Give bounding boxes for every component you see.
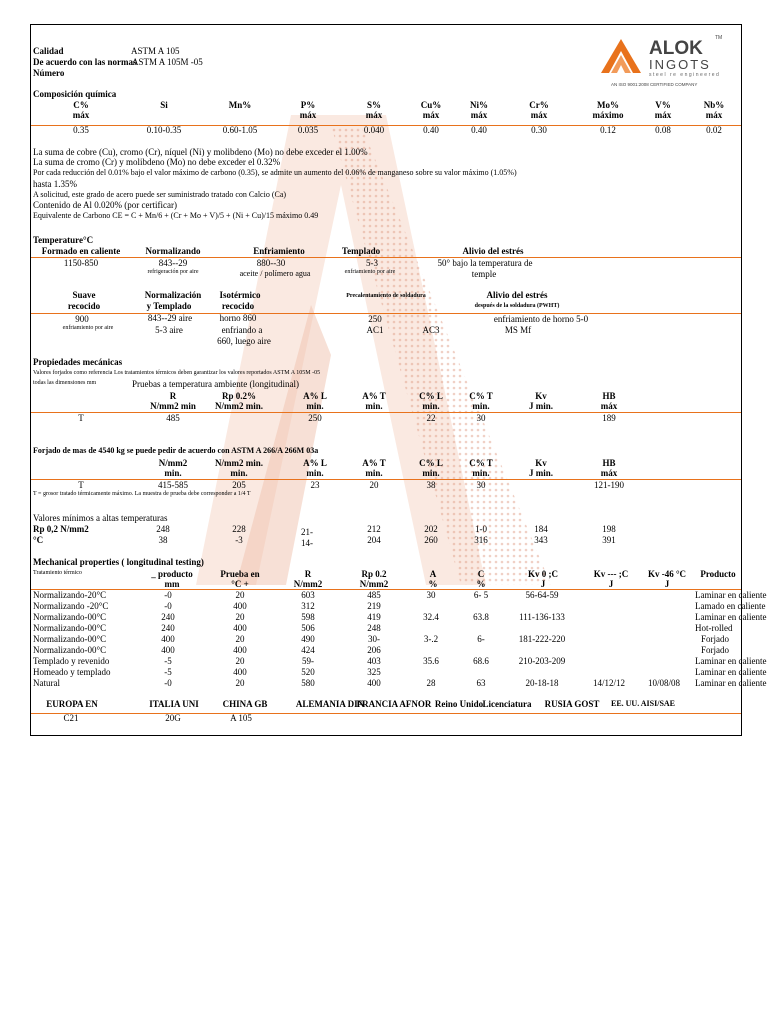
- mech-row-label: T: [78, 413, 84, 423]
- comp-header-10: Nb%: [703, 100, 725, 110]
- mp-subheader-4: %: [428, 579, 438, 589]
- forged-value-1: 205: [232, 480, 246, 490]
- comp-subheader-10: máx: [705, 110, 723, 120]
- hightemp-r2-3: 204: [367, 535, 381, 545]
- mp-product-6: Laminar en caliente: [695, 656, 767, 666]
- mp-cell-1-1: -0: [164, 601, 172, 611]
- mp-divider: [31, 589, 741, 590]
- temp-v-isotermico-2: enfriando a: [221, 325, 263, 335]
- forged-value-0: 415-585: [158, 480, 188, 490]
- temp-h-enfriamiento: Enfriamiento: [253, 246, 305, 256]
- hightemp-r2-5: 316: [474, 535, 488, 545]
- mp-product-1: Lamado en caliente: [695, 601, 766, 611]
- comp-header-9: V%: [655, 100, 671, 110]
- forged-subheader-1: min.: [230, 468, 248, 478]
- temp-v-suave-sub: enfriamiento por aire: [62, 325, 114, 331]
- mp-cell-2-2: 20: [235, 612, 245, 622]
- mp-cell-0-1: -0: [164, 590, 172, 600]
- comp-subheader-8: máximo: [592, 110, 624, 120]
- note-3: Por cada reducción del 0.01% bajo el valor máximo de carbono (0.35), se admite un aumento del 0.06% de manganeso sobre su valor máximo (1.05%): [33, 168, 517, 177]
- mp-product-2: Laminar en caliente: [695, 612, 767, 622]
- mp-row-label-1: Normalizando -20°C: [33, 601, 109, 611]
- mp-cell-8-7: 20-18-18: [525, 678, 559, 688]
- mp-row-label-7: Homeado y templado: [33, 667, 111, 677]
- comp-value-7: 0.30: [531, 125, 547, 135]
- mech-value-4: 22: [426, 413, 436, 423]
- forged-value-4: 38: [426, 480, 436, 490]
- note-2: La suma de cromo (Cr) y molibdeno (Mo) no debe exceder el 0.32%: [33, 157, 281, 167]
- mp-cell-5-1: 400: [161, 645, 175, 655]
- mech-subheader-2: min.: [306, 401, 324, 411]
- comp-value-8: 0.12: [600, 125, 616, 135]
- mp-subheader-8: J: [664, 579, 670, 589]
- calidad-label: Calidad: [33, 46, 64, 56]
- mech-subheader-3: min.: [365, 401, 383, 411]
- comp-value-2: 0.60-1.05: [222, 125, 258, 135]
- mp-cell-7-4: 325: [367, 667, 381, 677]
- mp-cell-3-4: 248: [367, 623, 381, 633]
- forged-header-3: A% T: [362, 458, 386, 468]
- forged-note: T = grosor tratado térmicamente máximo. La muestra de prueba debe corresponder a 1/4 T: [33, 491, 251, 497]
- forged-header-5: C% T: [469, 458, 493, 468]
- mp-cell-2-6: 63.8: [473, 612, 489, 622]
- mech-divider: [31, 412, 741, 413]
- mp-header-1: Prueba en: [220, 569, 260, 579]
- numero-label: Número: [33, 68, 65, 78]
- hightemp-label-2: °C: [33, 535, 44, 545]
- mp-header-8: Kv -46 °C: [647, 569, 687, 579]
- comp-subheader-3: máx: [299, 110, 317, 120]
- forged-value-5: 30: [476, 480, 486, 490]
- temperature-title: Temperature°C: [33, 235, 94, 245]
- hightemp-title: Valores mínimos a altas temperaturas: [33, 513, 168, 523]
- temp-v-enfriamiento: 880--30: [256, 258, 286, 268]
- temp-h-isotermico-1: Isotérmico: [219, 290, 261, 300]
- mp-header-4: A: [429, 569, 437, 579]
- forged-header-0: N/mm2: [158, 458, 188, 468]
- logo-tm: TM: [715, 35, 723, 41]
- mp-row-label-4: Normalizando-00°C: [33, 634, 107, 644]
- mp-cell-6-2: 20: [235, 656, 245, 666]
- note-4: hasta 1.35%: [33, 179, 77, 189]
- mp-cell-7-1: -5: [164, 667, 172, 677]
- temp-v-enfriamiento-sub: aceite / polímero agua: [239, 269, 311, 278]
- comp-header-7: Cr%: [529, 100, 549, 110]
- mp-row-label-5: Normalizando-00°C: [33, 645, 107, 655]
- temp-v-msmf: MS Mf: [504, 325, 532, 335]
- note-7: Equivalente de Carbono CE = C + Mn/6 + (Cr + Mo + V)/5 + (Ni + Cu)/15 máximo 0.49: [33, 211, 319, 220]
- temp-v-suave: 900: [75, 314, 89, 324]
- logo-mark-icon: [597, 37, 645, 79]
- comp-subheader-0: máx: [72, 110, 90, 120]
- equiv-header-6: Licenciatura: [482, 699, 532, 709]
- mp-cell-6-7: 210-203-209: [518, 656, 566, 666]
- equiv-header-2: CHINA GB: [222, 699, 268, 709]
- mp-cell-5-3: 424: [301, 645, 315, 655]
- mech-subheader-6: J min.: [528, 401, 554, 411]
- equiv-value-1: 20G: [165, 713, 181, 723]
- mp-product-8: Laminar en caliente: [695, 678, 767, 688]
- forged-subheader-6: J min.: [528, 468, 554, 478]
- mp-cell-2-1: 240: [161, 612, 175, 622]
- mp-cell-8-2: 20: [235, 678, 245, 688]
- mech-value-7: 189: [602, 413, 616, 423]
- logo-brand-top: ALOK: [649, 38, 703, 59]
- mp-cell-8-4: 400: [367, 678, 381, 688]
- comp-header-4: S%: [366, 100, 382, 110]
- forged-header-6: Kv: [535, 458, 547, 468]
- temp-h-normtemp-2: y Templado: [146, 301, 192, 311]
- forged-value-2: 23: [310, 480, 320, 490]
- temp-v-isotermico-1: horno 860: [219, 313, 257, 323]
- mp-cell-6-3: 59-: [302, 656, 314, 666]
- equiv-header-5: Reino Unido: [434, 699, 484, 709]
- forged-subheader-5: min.: [472, 468, 490, 478]
- mp-subheader-0: mm: [164, 579, 180, 589]
- datasheet: [30, 24, 767, 736]
- hightemp-label-1: Rp 0,2 N/mm2: [33, 524, 89, 534]
- logo-brand-bottom: INGOTS: [649, 57, 711, 72]
- temp-divider-1: [31, 257, 741, 258]
- comp-value-5: 0.40: [423, 125, 439, 135]
- mech-value-0: 485: [166, 413, 180, 423]
- temp-v-alivio-2: temple: [471, 269, 497, 279]
- mp-cell-4-3: 490: [301, 634, 315, 644]
- mp-cell-2-5: 32.4: [423, 612, 439, 622]
- mp-header-5: C: [477, 569, 485, 579]
- forged-subheader-7: máx: [600, 468, 618, 478]
- forged-header-7: HB: [602, 458, 616, 468]
- normas-label: De acuerdo con las normas: [33, 57, 137, 67]
- forged-divider: [31, 479, 741, 480]
- mp-product-3: Hot-rolled: [695, 623, 733, 633]
- comp-value-0: 0.35: [73, 125, 89, 135]
- forged-title: Forjado de mas de 4540 kg se puede pedir de acuerdo con ASTM A 266/A 266M 03a: [33, 446, 319, 455]
- mp-cell-2-7: 111-136-133: [519, 612, 565, 622]
- comp-header-5: Cu%: [420, 100, 442, 110]
- mp-cell-8-5: 28: [426, 678, 436, 688]
- normas-value: ASTM A 105M -05: [132, 57, 203, 67]
- mp-header-9: Producto: [700, 569, 736, 579]
- temp-h-formado: Formado en caliente: [41, 246, 121, 256]
- comp-subheader-9: máx: [654, 110, 672, 120]
- mp-product-7: Laminar en caliente: [695, 667, 767, 677]
- mp-cell-8-3: 580: [301, 678, 315, 688]
- forged-row-label: T: [78, 480, 84, 490]
- temp-h-alivio: Alivio del estrés: [462, 246, 524, 256]
- mech-header-6: Kv: [535, 391, 547, 401]
- hightemp-r2-4: 260: [424, 535, 438, 545]
- mp-cell-8-8: 14/12/12: [592, 678, 626, 688]
- mp-cell-1-3: 312: [301, 601, 315, 611]
- mp-cell-4-2: 20: [235, 634, 245, 644]
- mp-cell-7-3: 520: [301, 667, 315, 677]
- composition-title: Composición química: [33, 89, 117, 99]
- hightemp-r1-3: 212: [367, 524, 381, 534]
- mp-cell-4-1: 400: [161, 634, 175, 644]
- mp-cell-8-6: 63: [476, 678, 486, 688]
- mech-subheader-7: máx: [600, 401, 618, 411]
- temp-h-normtemp-1: Normalización: [144, 290, 202, 300]
- mp-header-3: Rp 0.2: [361, 569, 387, 579]
- mp-subheader-1: °C +: [231, 579, 249, 589]
- mp-cell-4-5: 3-.2: [423, 634, 439, 644]
- mp-product-5: Forjado: [701, 645, 729, 655]
- alok-logo: [597, 31, 735, 91]
- mp-subheader-2: N/mm2: [293, 579, 323, 589]
- mp-header-2: R: [304, 569, 312, 579]
- mp-cell-3-3: 506: [301, 623, 315, 633]
- mp-product-4: Forjado: [701, 634, 729, 644]
- comp-value-3: 0.035: [297, 125, 319, 135]
- mp-cell-6-4: 403: [367, 656, 381, 666]
- mp-cell-2-4: 419: [367, 612, 381, 622]
- mp-cell-0-7: 56-64-59: [525, 590, 559, 600]
- hightemp-r2-1: -3: [235, 535, 243, 545]
- hightemp-r1-5: 1-0: [475, 524, 487, 534]
- mp-cell-2-3: 598: [301, 612, 315, 622]
- hightemp-r1-2: 21-: [301, 527, 313, 537]
- hightemp-r2-6: 343: [534, 535, 548, 545]
- mp-row-label-6: Templado y revenido: [33, 656, 110, 666]
- temp-h-suave-1: Suave: [72, 290, 96, 300]
- mech-value-2: 250: [308, 413, 322, 423]
- forged-value-3: 20: [369, 480, 379, 490]
- comp-header-2: Mn%: [228, 100, 252, 110]
- mp-cell-5-2: 400: [233, 645, 247, 655]
- mp-product-0: Laminar en caliente: [695, 590, 767, 600]
- mech-note-1: Valores forjados como referencia Los tratamientos térmicos deben garantizar los valores reportados ASTM A 105M -05: [33, 370, 321, 376]
- mp-subheader-7: J: [608, 579, 614, 589]
- mp-cell-6-5: 35.6: [423, 656, 439, 666]
- mp-cell-4-6: 6-: [477, 634, 485, 644]
- mp-cell-0-6: 6- 5: [473, 590, 489, 600]
- hightemp-r1-7: 198: [602, 524, 616, 534]
- mp-subheader-3: N/mm2: [359, 579, 389, 589]
- temp-v-normtemp-1: 843--29 aire: [147, 313, 193, 323]
- comp-header-3: P%: [300, 100, 316, 110]
- equiv-header-4: FRANCIA AFNOR: [356, 699, 432, 709]
- temp-v-ac3: AC3: [422, 325, 440, 335]
- temp-h-alivio-2: Alivio del estrés: [486, 290, 548, 300]
- comp-value-4: 0.040: [363, 125, 385, 135]
- equiv-header-0: EUROPA EN: [46, 699, 98, 709]
- hightemp-r1-0: 248: [156, 524, 170, 534]
- mp-cell-6-1: -5: [164, 656, 172, 666]
- mp-cell-7-2: 400: [233, 667, 247, 677]
- comp-value-6: 0.40: [471, 125, 487, 135]
- logo-cert: AN ISO 9001:2008 CERTIFIED COMPANY: [611, 82, 698, 87]
- temp-h-precalentamiento: Precalentamiento de soldadura: [346, 293, 426, 299]
- mech-value-5: 30: [476, 413, 486, 423]
- equivalents-divider: [31, 713, 741, 714]
- mp-cell-4-4: 30-: [368, 634, 380, 644]
- comp-header-8: Mo%: [597, 100, 619, 110]
- forged-subheader-4: min.: [422, 468, 440, 478]
- mp-cell-0-2: 20: [235, 590, 245, 600]
- temp-v-formado: 1150-850: [63, 258, 99, 268]
- temp-divider-2: [31, 313, 741, 314]
- equiv-header-1: ITALIA UNI: [149, 699, 199, 709]
- comp-header-6: Ni%: [470, 100, 488, 110]
- temp-v-precalentamiento: 250: [368, 314, 382, 324]
- mp-subtitle: Tratamiento térmico: [33, 570, 82, 576]
- comp-header-0: C%: [73, 100, 89, 110]
- comp-header-1: Si: [160, 100, 168, 110]
- mp-header-6: Kv 0 ;C: [528, 569, 558, 579]
- mech-subheader-5: min.: [472, 401, 490, 411]
- mp-subheader-5: %: [476, 579, 486, 589]
- mp-row-label-3: Normalizando-00°C: [33, 623, 107, 633]
- hightemp-r1-4: 202: [424, 524, 438, 534]
- temp-h-alivio-2-sub: después de la soldadura (PWHT): [474, 303, 560, 309]
- mp-cell-3-2: 400: [233, 623, 247, 633]
- mp-cell-1-2: 400: [233, 601, 247, 611]
- mp-header-0: _ producto: [151, 569, 193, 579]
- temp-v-ac1: AC1: [366, 325, 384, 335]
- mp-cell-4-7: 181-222-220: [518, 634, 566, 644]
- mp-cell-1-4: 219: [367, 601, 381, 611]
- mp-row-label-8: Natural: [33, 678, 60, 688]
- equiv-header-8: EE. UU. AISI/SAE: [610, 699, 676, 708]
- mech-title: Propiedades mecánicas: [33, 357, 123, 367]
- mp-header-7: Kv --- ;C: [593, 569, 629, 579]
- temp-v-isotermico-3: 660, luego aire: [217, 336, 271, 346]
- comp-subheader-5: máx: [422, 110, 440, 120]
- temp-v-templado-sub: enfriamiento por aire: [344, 269, 396, 275]
- mech-header-4: C% L: [419, 391, 443, 401]
- hightemp-r2-2: 14-: [301, 538, 313, 548]
- mech-subheader-4: min.: [422, 401, 440, 411]
- mp-row-label-2: Normalizando-00°C: [33, 612, 107, 622]
- mp-cell-0-5: 30: [426, 590, 436, 600]
- comp-value-10: 0.02: [706, 125, 722, 135]
- mp-cell-6-6: 68.6: [473, 656, 489, 666]
- mp-title: Mechanical properties ( longitudinal testing): [33, 557, 204, 567]
- temp-v-templado: 5-3: [366, 258, 378, 268]
- comp-value-1: 0.10-0.35: [146, 125, 182, 135]
- comp-value-9: 0.08: [655, 125, 671, 135]
- temp-v-normalizado-sub: refrigeración por aire: [147, 269, 199, 275]
- mp-row-label-0: Normalizando-20°C: [33, 590, 107, 600]
- mech-header-1: Rp 0.2%: [221, 391, 257, 401]
- hightemp-r1-1: 228: [232, 524, 246, 534]
- mp-cell-8-1: -0: [164, 678, 172, 688]
- mech-header-5: C% T: [469, 391, 493, 401]
- note-5: A solicitud, este grado de acero puede ser suministrado tratado con Calcio (Ca): [33, 190, 287, 199]
- mp-cell-8-9: 10/08/08: [647, 678, 681, 688]
- forged-value-7: 121-190: [594, 480, 624, 490]
- temp-h-normalizado: Normalizando: [145, 246, 201, 256]
- temp-h-templado: Templado: [341, 246, 381, 256]
- temp-h-suave-2: recocido: [67, 301, 101, 311]
- hightemp-r1-6: 184: [534, 524, 548, 534]
- forged-header-4: C% L: [419, 458, 443, 468]
- mech-subheader-0: N/mm2 min: [150, 401, 196, 411]
- temp-v-normtemp-2: 5-3 aire: [155, 325, 183, 335]
- forged-subheader-3: min.: [365, 468, 383, 478]
- note-1: La suma de cobre (Cu), cromo (Cr), níquel (Ni) y molibdeno (Mo) no debe exceder el 1.00%: [33, 147, 368, 157]
- hightemp-r2-0: 38: [158, 535, 168, 545]
- mech-header-2: A% L: [303, 391, 327, 401]
- calidad-value: ASTM A 105: [131, 46, 180, 56]
- mp-cell-0-3: 603: [301, 590, 315, 600]
- equiv-value-0: C21: [63, 713, 79, 723]
- mp-cell-5-4: 206: [367, 645, 381, 655]
- mech-subheader-1: N/mm2 min.: [215, 401, 263, 411]
- temp-v-horno: enfriamiento de horno 5-0: [493, 314, 589, 324]
- equiv-header-3: ALEMANIA DIN: [295, 699, 365, 709]
- mech-note-2: todas las dimensiones mm: [33, 380, 97, 386]
- mech-pruebas: Pruebas a temperatura ambiente (longitudinal): [132, 379, 299, 389]
- mech-header-7: HB: [602, 391, 616, 401]
- comp-subheader-4: máx: [365, 110, 383, 120]
- mech-header-3: A% T: [362, 391, 386, 401]
- mp-cell-3-1: 240: [161, 623, 175, 633]
- mp-subheader-6: J: [540, 579, 546, 589]
- temp-v-normalizado: 843--29: [158, 258, 188, 268]
- equiv-header-7: RUSIA GOST: [544, 699, 600, 709]
- note-6: Contenido de Al 0.020% (por certificar): [33, 200, 177, 210]
- forged-subheader-0: min.: [164, 468, 182, 478]
- comp-subheader-6: máx: [470, 110, 488, 120]
- composition-divider: [31, 125, 741, 126]
- temp-h-isotermico-2: recocido: [221, 301, 255, 311]
- forged-header-1: N/mm2 min.: [215, 458, 263, 468]
- hightemp-r2-7: 391: [602, 535, 616, 545]
- mp-cell-0-4: 485: [367, 590, 381, 600]
- equiv-value-2: A 105: [230, 713, 252, 723]
- mech-header-0: R: [169, 391, 177, 401]
- logo-tagline: steel re engineered: [649, 72, 721, 78]
- forged-header-2: A% L: [303, 458, 327, 468]
- forged-subheader-2: min.: [306, 468, 324, 478]
- comp-subheader-7: máx: [530, 110, 548, 120]
- temp-v-alivio-1: 50° bajo la temperatura de: [437, 258, 533, 268]
